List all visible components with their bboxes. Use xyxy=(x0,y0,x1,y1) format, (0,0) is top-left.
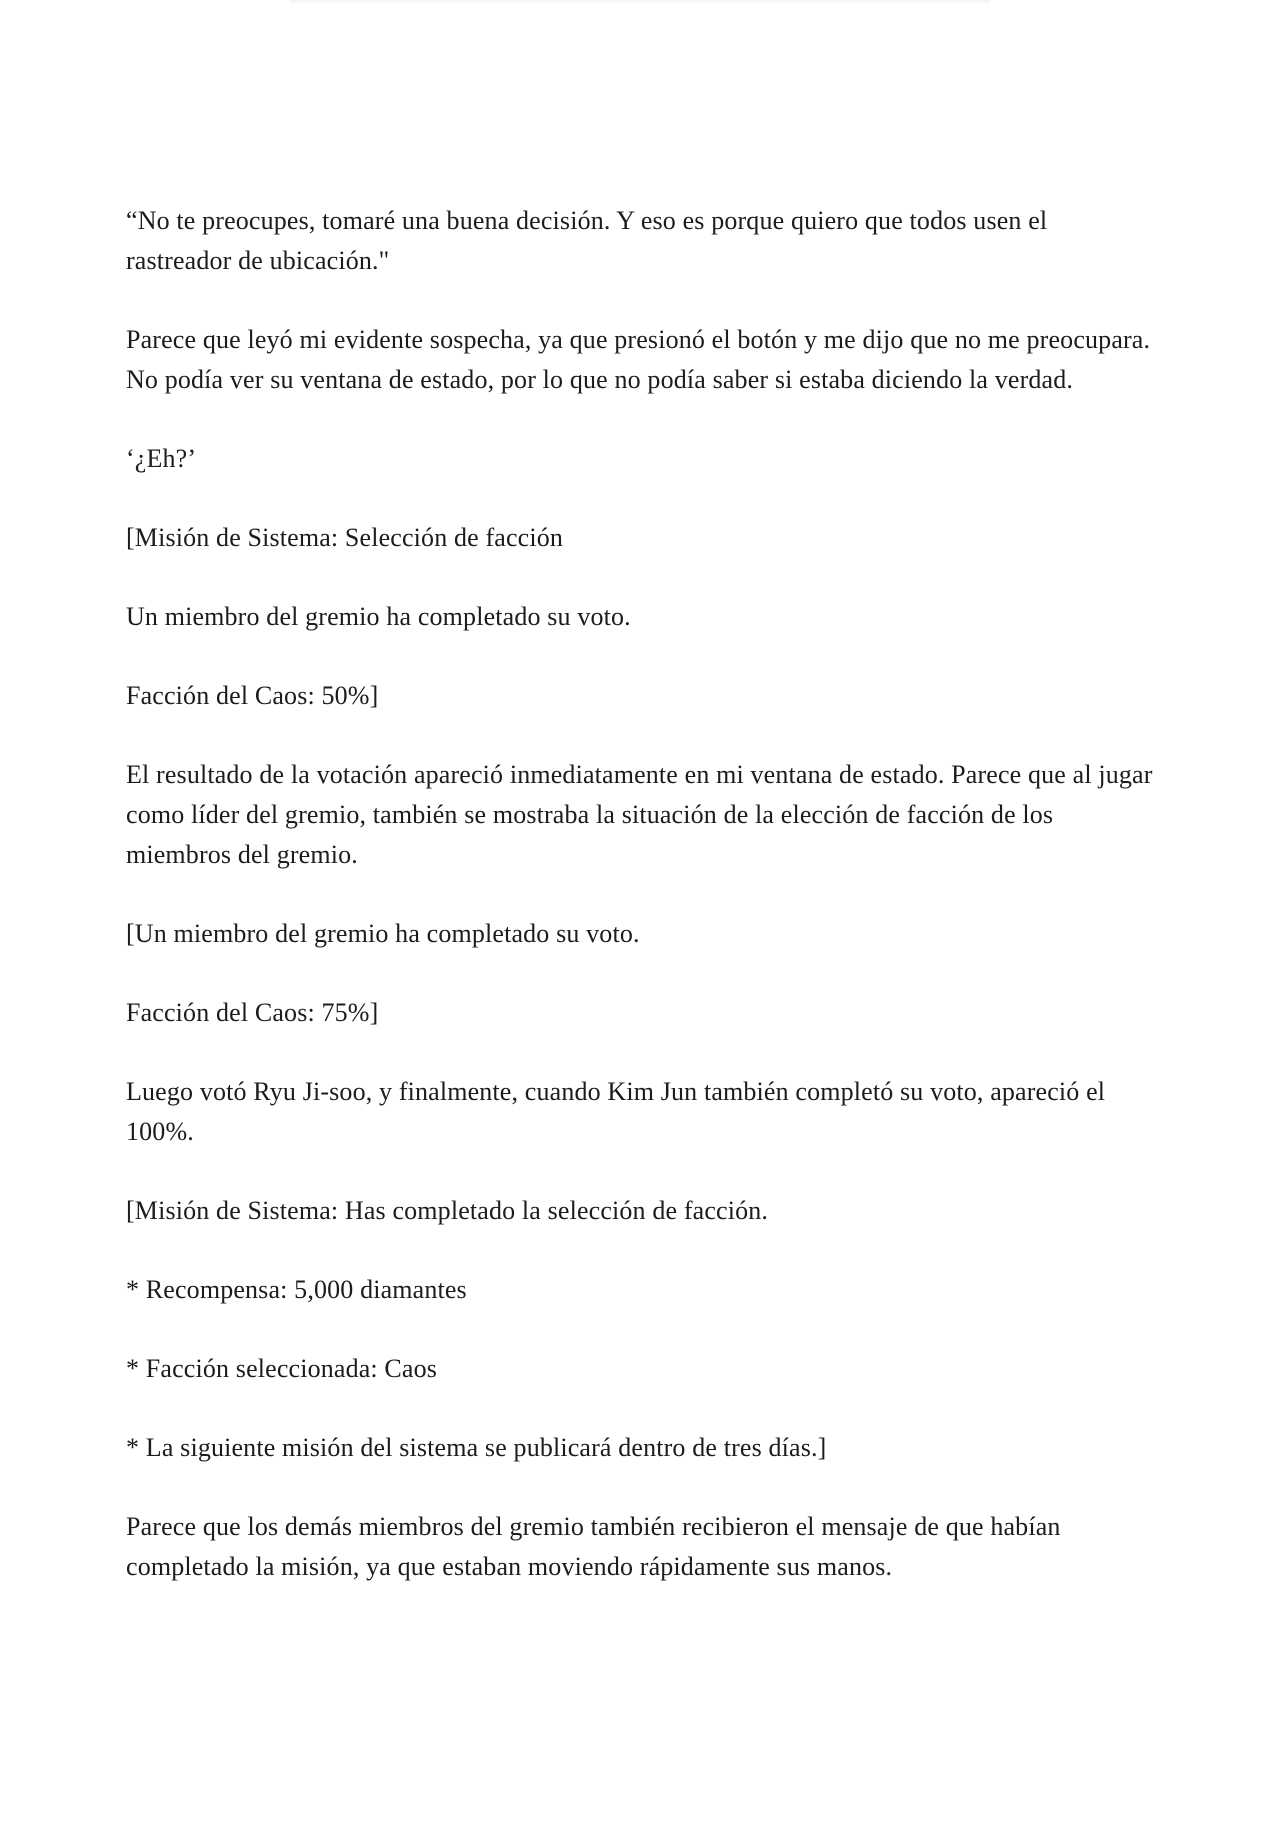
paragraph: ‘¿Eh?’ xyxy=(126,444,197,473)
paragraph: Facción del Caos: 50%] xyxy=(126,681,379,710)
paragraph: [Misión de Sistema: Has completado la selección de facción. xyxy=(126,1196,769,1225)
paragraph: * Facción seleccionada: Caos xyxy=(126,1354,438,1383)
paragraph: Facción del Caos: 75%] xyxy=(126,998,379,1027)
paragraph: El resultado de la votación apareció inmediatamente en mi ventana de estado. Parece que al jugar como líder del gremio, también se mostraba la situación de la elección de facción de los miembros del gremio. xyxy=(126,760,1153,869)
paragraph: Luego votó Ryu Ji-soo, y finalmente, cuando Kim Jun también completó su voto, apareció el 100%. xyxy=(126,1077,1106,1146)
paragraph: * Recompensa: 5,000 diamantes xyxy=(126,1275,467,1304)
page-top-shadow xyxy=(290,0,990,4)
paragraph: [Misión de Sistema: Selección de facción xyxy=(126,523,564,552)
document-body xyxy=(126,201,1156,1626)
paragraph: Parece que los demás miembros del gremio también recibieron el mensaje de que habían completado la misión, ya que estaban moviendo rápidamente sus manos. xyxy=(126,1512,1061,1581)
paragraph: “No te preocupes, tomaré una buena decisión. Y eso es porque quiero que todos usen el rastreador de ubicación." xyxy=(126,206,1048,275)
paragraph: Parece que leyó mi evidente sospecha, ya que presionó el botón y me dijo que no me preocupara. No podía ver su ventana de estado, por lo que no podía saber si estaba diciendo la verdad. xyxy=(126,325,1151,394)
paragraph: Un miembro del gremio ha completado su voto. xyxy=(126,602,631,631)
paragraph: [Un miembro del gremio ha completado su voto. xyxy=(126,919,640,948)
paragraph: * La siguiente misión del sistema se publicará dentro de tres días.] xyxy=(126,1433,827,1462)
